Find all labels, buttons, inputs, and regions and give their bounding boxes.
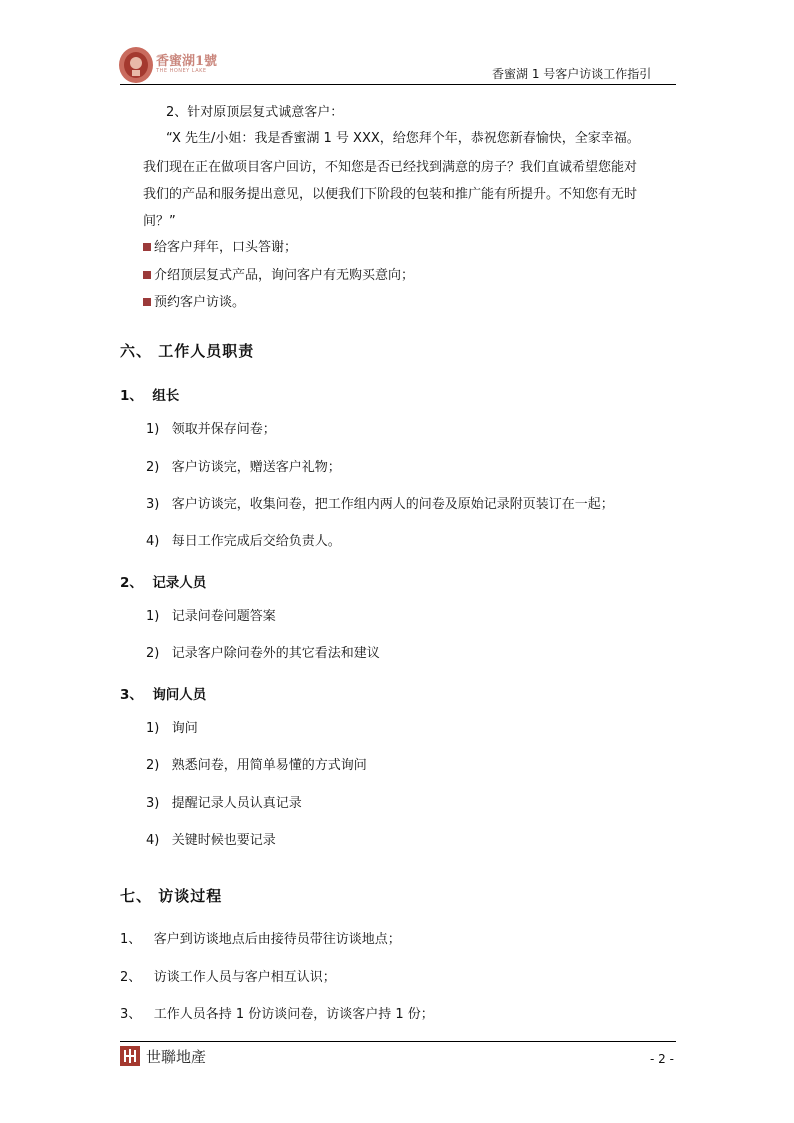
list-item: 1) 记录问卷问题答案	[146, 609, 276, 624]
footer-rule	[120, 1041, 676, 1042]
bullet-item: 预约客户访谈。	[143, 295, 245, 310]
list-item: 3、 工作人员各持 1 份访谈问卷，访谈客户持 1 份；	[120, 1007, 434, 1022]
logo-chinese-name: 香蜜湖1號	[156, 54, 218, 69]
list-item: 3) 提醒记录人员认真记录	[146, 796, 302, 811]
quote-line-3: 我们的产品和服务提出意见，以便我们下阶段的包装和推广能有所提升。不知您有无时	[143, 187, 638, 202]
group-3-heading: 3、 询问人员	[120, 687, 207, 703]
bullet-item: 给客户拜年，口头答谢；	[143, 240, 297, 255]
list-item: 2) 熟悉问卷，用简单易懂的方式询问	[146, 758, 367, 773]
footer-company-name: 世聯地產	[146, 1048, 207, 1066]
list-item: 4) 关键时候也要记录	[146, 833, 276, 848]
header-logo	[118, 44, 238, 86]
logo-english-name: THE HONEY LAKE	[156, 68, 207, 74]
list-item: 1) 领取并保存问卷；	[146, 422, 276, 437]
list-item: 3) 客户访谈完，收集问卷，把工作组内两人的问卷及原始记录附页装订在一起；	[146, 497, 614, 512]
square-bullet-icon	[143, 271, 151, 279]
group-1-heading: 1、 组长	[120, 388, 180, 404]
item-title-duplex-clients: 2、针对原顶层复式诚意客户：	[166, 105, 344, 120]
list-item: 2) 记录客户除问卷外的其它看法和建议	[146, 646, 380, 661]
bullet-item: 介绍顶层复式产品，询问客户有无购买意向；	[143, 268, 414, 283]
company-seal-icon	[120, 1046, 140, 1066]
header-rule	[120, 84, 676, 85]
header-title: 香蜜湖 1 号客户访谈工作指引	[492, 67, 652, 81]
square-bullet-icon	[143, 298, 151, 306]
quote-line-1: “X 先生/小姐：我是香蜜湖 1 号 XXX，给您拜个年，恭祝您新春愉快，全家幸福。	[166, 131, 640, 146]
list-item: 4) 每日工作完成后交给负责人。	[146, 534, 341, 549]
list-item: 2) 客户访谈完，赠送客户礼物；	[146, 460, 341, 475]
section-7-heading: 七、 访谈过程	[120, 887, 223, 905]
section-6-heading: 六、 工作人员职责	[120, 342, 255, 360]
list-item: 2、 访谈工作人员与客户相互认识；	[120, 970, 336, 985]
list-item: 1) 询问	[146, 721, 198, 736]
quote-line-2: 我们现在正在做项目客户回访，不知您是否已经找到满意的房子？我们直诚希望您能对	[143, 160, 638, 175]
page-number: - 2 -	[650, 1052, 674, 1066]
group-2-heading: 2、 记录人员	[120, 575, 207, 591]
square-bullet-icon	[143, 243, 151, 251]
list-item: 1、 客户到访谈地点后由接待员带往访谈地点；	[120, 932, 401, 947]
seal-logo-icon	[118, 45, 154, 85]
quote-line-4: 间？”	[143, 214, 176, 229]
